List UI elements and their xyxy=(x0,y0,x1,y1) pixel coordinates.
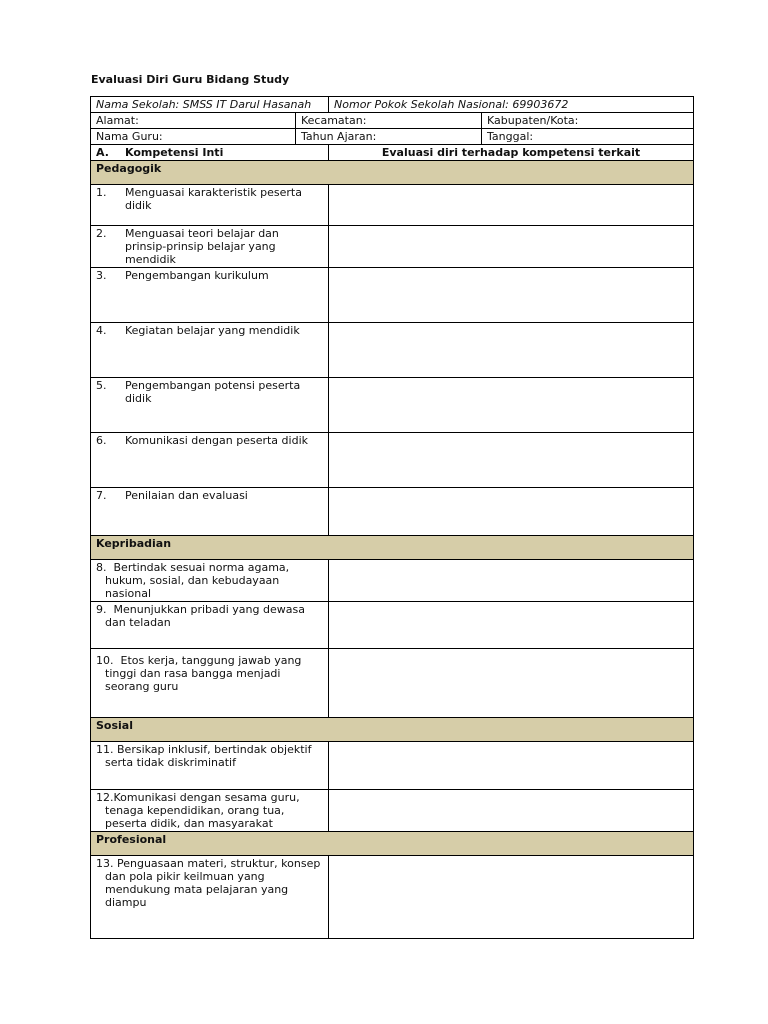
document-title: Evaluasi Diri Guru Bidang Study xyxy=(91,73,290,86)
section-profesional xyxy=(91,832,694,856)
evaluation-cell[interactable] xyxy=(329,185,694,226)
evaluation-cell[interactable] xyxy=(329,602,694,649)
evaluation-cell[interactable] xyxy=(329,323,694,378)
evaluation-cell[interactable] xyxy=(329,790,694,832)
section-kepribadian xyxy=(91,536,694,560)
section-title: Sosial xyxy=(91,718,694,742)
table-row xyxy=(91,323,694,378)
table-row xyxy=(91,649,694,718)
section-title: Kepribadian xyxy=(91,536,694,560)
evaluation-cell[interactable] xyxy=(329,378,694,433)
competency-item: 4. Kegiatan belajar yang mendidik xyxy=(91,323,329,378)
competency-item: 1. Menguasai karakteristik peserta didik xyxy=(91,185,329,226)
evaluation-cell[interactable] xyxy=(329,226,694,268)
address-field[interactable]: Alamat: xyxy=(91,113,296,129)
evaluation-cell[interactable] xyxy=(329,488,694,536)
address-row xyxy=(91,113,694,129)
competency-item: 8. Bertindak sesuai norma agama, hukum, sosial, dan kebudayaan nasional xyxy=(91,560,329,602)
competency-item: 13. Penguasaan materi, struktur, konsep dan pola pikir keilmuan yang mendukung mata pelajaran yang diampu xyxy=(91,856,329,939)
school-name-field[interactable]: Nama Sekolah: SMSS IT Darul Hasanah xyxy=(91,97,329,113)
table-row xyxy=(91,185,694,226)
competency-item: 6. Komunikasi dengan peserta didik xyxy=(91,433,329,488)
competency-item: 2. Menguasai teori belajar dan prinsip-prinsip belajar yang mendidik xyxy=(91,226,329,268)
table-row xyxy=(91,560,694,602)
regency-field[interactable]: Kabupaten/Kota: xyxy=(482,113,694,129)
evaluation-form-table xyxy=(90,96,694,939)
competency-header: A. Kompetensi Inti xyxy=(91,145,329,161)
school-row xyxy=(91,97,694,113)
competency-item: 10. Etos kerja, tanggung jawab yang tinggi dan rasa bangga menjadi seorang guru xyxy=(91,649,329,718)
npsn-field[interactable]: Nomor Pokok Sekolah Nasional: 69903672 xyxy=(329,97,694,113)
table-row xyxy=(91,856,694,939)
column-header-row xyxy=(91,145,694,161)
section-title: Pedagogik xyxy=(91,161,694,185)
section-pedagogik xyxy=(91,161,694,185)
competency-item: 7. Penilaian dan evaluasi xyxy=(91,488,329,536)
table-row xyxy=(91,433,694,488)
competency-item: 11. Bersikap inklusif, bertindak objektif serta tidak diskriminatif xyxy=(91,742,329,790)
table-row xyxy=(91,226,694,268)
competency-item: 5. Pengembangan potensi peserta didik xyxy=(91,378,329,433)
evaluation-cell[interactable] xyxy=(329,649,694,718)
evaluation-header: Evaluasi diri terhadap kompetensi terkait xyxy=(329,145,694,161)
section-title: Profesional xyxy=(91,832,694,856)
teacher-name-field[interactable]: Nama Guru: xyxy=(91,129,296,145)
table-row xyxy=(91,268,694,323)
section-a-label: A. xyxy=(96,146,109,159)
evaluation-cell[interactable] xyxy=(329,433,694,488)
competency-item: 3. Pengembangan kurikulum xyxy=(91,268,329,323)
table-row xyxy=(91,488,694,536)
school-year-field[interactable]: Tahun Ajaran: xyxy=(296,129,482,145)
competency-item: 9. Menunjukkan pribadi yang dewasa dan teladan xyxy=(91,602,329,649)
teacher-row xyxy=(91,129,694,145)
competency-item: 12.Komunikasi dengan sesama guru, tenaga kependidikan, orang tua, peserta didik, dan masyarakat xyxy=(91,790,329,832)
evaluation-cell[interactable] xyxy=(329,560,694,602)
date-field[interactable]: Tanggal: xyxy=(482,129,694,145)
table-row xyxy=(91,602,694,649)
table-row xyxy=(91,790,694,832)
district-field[interactable]: Kecamatan: xyxy=(296,113,482,129)
table-row xyxy=(91,742,694,790)
table-row xyxy=(91,378,694,433)
evaluation-cell[interactable] xyxy=(329,268,694,323)
section-sosial xyxy=(91,718,694,742)
evaluation-cell[interactable] xyxy=(329,856,694,939)
evaluation-cell[interactable] xyxy=(329,742,694,790)
